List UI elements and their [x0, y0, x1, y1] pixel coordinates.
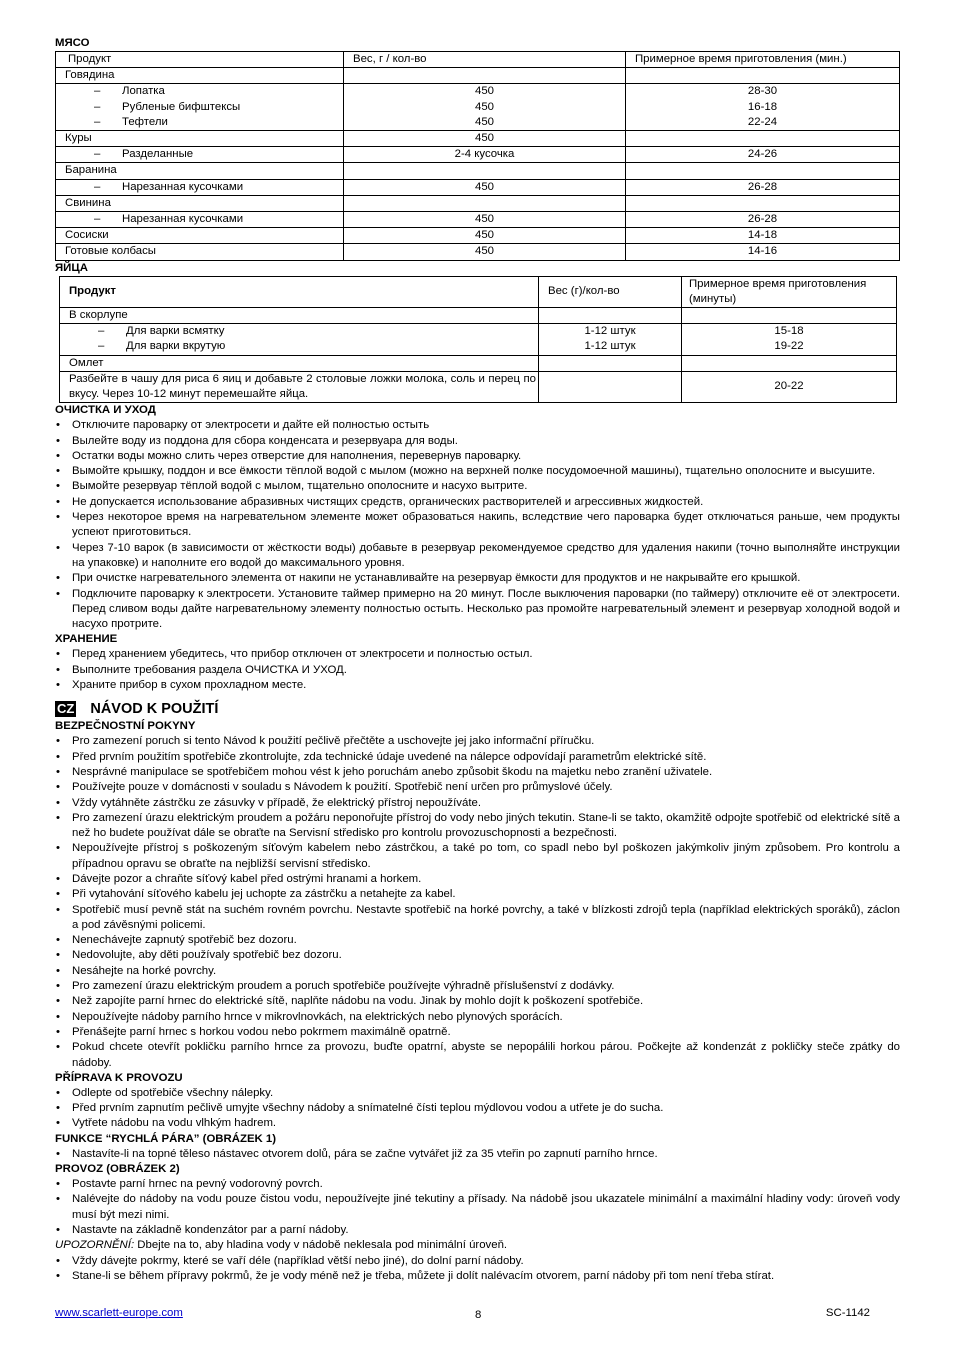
meat-weight: 450 [344, 84, 626, 100]
storage-list [55, 647, 900, 693]
list-item: • Подключите пароварку к электросети. Установите таймер примерно на 20 минут. После выключения пароварки (по таймеру) отключите её от электросети. Перед сливом воды дайте нагревательному элементу полностью остыть. Несколько раз промойте нагревательный элемент и резервуар холодной водой и насухо протрите. [55, 587, 900, 633]
list-item: • Остатки воды можно слить через отверстие для наполнения, перевернув пароварку. [55, 449, 900, 464]
meat-sub-product: – Нарезанная кусочками [56, 179, 344, 195]
list-item: • Přenášejte parní hrnec s horkou vodou nebo pokrmem maximálně opatrně. [55, 1025, 900, 1040]
table-row [56, 84, 900, 100]
list-item: • Odlepte od spotřebiče všechny nálepky. [55, 1086, 900, 1101]
meat-product: Куры [56, 131, 344, 147]
cz-oper-list [55, 1177, 900, 1238]
meat-col-header: Продукт [56, 52, 344, 68]
list-item: • Nepoužívejte nádoby parního hrnce v mikrovlnovkách, na elektrických nebo plynových sporácích. [55, 1010, 900, 1025]
list-item: • Dávejte pozor a chraňte síťový kabel před ostrými hranami a horkem. [55, 872, 900, 887]
meat-time: 26-28 [626, 212, 900, 228]
eggs-cell-weight [539, 371, 682, 402]
eggs-table [59, 276, 897, 404]
eggs-cell-time: 19-22 [774, 340, 804, 353]
list-item: • Před prvním zapnutím pečlivě umyjte všechny nádoby a snímatelné čísti teplou mýdlovou vodou a utřete je do sucha. [55, 1101, 900, 1116]
table-row [56, 147, 900, 163]
table-row [56, 195, 900, 211]
eggs-sub-label: Для варки вкрутую [126, 340, 226, 353]
meat-weight: 450 [344, 115, 626, 131]
meat-col-header: Вес, г / кол-во [344, 52, 626, 68]
meat-time: 14-18 [626, 228, 900, 244]
meat-weight: 2-4 кусочка [344, 147, 626, 163]
cz-prep-heading: PŘÍPRAVA K PROVOZU [55, 1071, 183, 1084]
meat-sub-product: – Тефтели [56, 115, 344, 131]
table-row [56, 228, 900, 244]
table-row [56, 131, 900, 147]
list-item: • Выполните требования раздела ОЧИСТКА И УХОД. [55, 663, 900, 678]
list-item: • Вылейте воду из поддона для сбора конденсата и резервуара для воды. [55, 434, 900, 449]
table-row [56, 163, 900, 179]
list-item: • Вымойте резервуар тёплой водой с мылом, тщательно ополосните и насухо вытрите. [55, 479, 900, 494]
meat-weight: 450 [344, 100, 626, 115]
eggs-cell-time [682, 308, 897, 324]
eggs-cell-product: Разбейте в чашу для риса 6 яиц и добавьте 2 столовые ложки молока, соль и перец по вкусу. Через 10-12 минут перемешайте яйца. [60, 371, 539, 402]
eggs-header-row [60, 276, 897, 307]
model-code: SC-1142 [825, 1307, 870, 1319]
list-item: • Nalévejte do nádoby na vodu pouze čistou vodu, nepoužívejte jiné tekutiny a přísady. Na nádobě jsou ukazatele minimální a maximální hladiny vody: úroveň vody musí být mezi nimi. [55, 1192, 900, 1223]
list-item: • Nedovolujte, aby děti používaly spotřebič bez dozoru. [55, 948, 900, 963]
meat-product: Говядина [56, 68, 344, 84]
meat-sub-product: – Разделанные [56, 147, 344, 163]
list-item: • Postavte parní hrnec na pevný vodorovný povrch. [55, 1177, 900, 1192]
list-item: • Перед хранением убедитесь, что прибор отключен от электросети и полностью остыл. [55, 647, 900, 662]
table-row [56, 100, 900, 115]
eggs-col-time: Примерное время приготовления (минуты) [682, 276, 897, 307]
meat-time [626, 131, 900, 147]
page-number: 8 [475, 1309, 482, 1321]
eggs-col-weight: Вес (г)/кол-во [539, 276, 682, 307]
meat-weight: 450 [344, 228, 626, 244]
meat-time [626, 163, 900, 179]
meat-header-row [56, 52, 900, 68]
warning-text: Dbejte na to, aby hladina vody v nádobě neklesala pod minimální úroveň. [134, 1239, 508, 1252]
list-item: • Отключите пароварку от электросети и дайте ей полностью остыть [55, 418, 900, 433]
meat-time: 14-16 [626, 244, 900, 260]
list-item: • Spotřebič musí pevně stát na suchém rovném povrchu. Nestavte spotřebič na horké povrchy, a také v blízkosti zdrojů tepla (například elektrických sporáků), záclon a pod závěsnými policemi. [55, 903, 900, 934]
meat-weight: 450 [344, 131, 626, 147]
website-link[interactable]: www.scarlett-europe.com [55, 1307, 183, 1319]
table-row [56, 212, 900, 228]
warning-label: UPOZORNĚNÍ: [55, 1239, 135, 1252]
list-item: • Nastavte na základně kondenzátor par a parní nádoby. [55, 1223, 900, 1238]
meat-weight [344, 68, 626, 84]
list-item: • Nepoužívejte přístroj s poškozeným síťovým kabelem nebo zástrčkou, a také po tom, co spadl nebo byl poškozen jakýmkoliv jiným způsobem. Pro kontrolu a případnou opravu se obraťte na nejbližší servisní středisko. [55, 841, 900, 872]
list-item: • Nenechávejte zapnutý spotřebič bez dozoru. [55, 933, 900, 948]
meat-table [55, 51, 900, 261]
eggs-cell-time: 20-22 [682, 371, 897, 402]
meat-sub-product: – Нарезанная кусочками [56, 212, 344, 228]
eggs-heading: ЯЙЦА [55, 261, 88, 274]
list-item: • Pro zamezení úrazu elektrickým proudem a poruch spotřebiče používejte výhradně příslušenství z dodávky. [55, 979, 900, 994]
table-row [56, 68, 900, 84]
cz-warning [55, 1238, 900, 1253]
eggs-col-product: Продукт [60, 276, 539, 307]
meat-sub-product: – Лопатка [56, 84, 344, 100]
eggs-cell-time: 15-18 [774, 325, 804, 338]
meat-time: 16-18 [626, 100, 900, 115]
list-item: • Vytřete nádobu na vodu vlhkým hadrem. [55, 1116, 900, 1131]
meat-time [626, 195, 900, 211]
meat-time: 28-30 [626, 84, 900, 100]
cz-title-text: NÁVOD K POUŽITÍ [90, 701, 219, 718]
meat-sub-product: – Рубленые бифштексы [56, 100, 344, 115]
storage-heading: ХРАНЕНИЕ [55, 633, 118, 646]
table-row [60, 355, 897, 371]
cz-func-heading: FUNKCE “RYCHLÁ PÁRA” (OBRÁZEK 1) [55, 1132, 277, 1145]
list-item: • Pro zamezení poruch si tento Návod k použití pečlivě přečtěte a uschovejte jej jako informační příručku. [55, 734, 900, 749]
page-footer [55, 1306, 900, 1326]
meat-product: Сосиски [56, 228, 344, 244]
eggs-sub-label: – Для варки всмятку [98, 325, 225, 338]
meat-time [626, 68, 900, 84]
list-item: • Pro zamezení úrazu elektrickým proudem a požáru neponořujte přístroj do vody nebo jiných tekutin. Stane-li se takto, okamžitě odpojte spotřebič od elektrické sítě a než ho budete používat dále se obraťte na Servisní středisko pro kontrolu provozuschopnosti a bezpečnosti. [55, 811, 900, 842]
cz-oper-heading: PROVOZ (OBRÁZEK 2) [55, 1163, 180, 1176]
cz-safety-heading: BEZPEČNOSTNÍ POKYNY [55, 720, 196, 733]
meat-weight: 450 [344, 244, 626, 260]
eggs-cell-product: В скорлупе [60, 308, 539, 324]
cz-func-list [55, 1147, 900, 1162]
cleaning-list [55, 418, 900, 632]
table-row [56, 244, 900, 260]
table-row [60, 371, 897, 402]
meat-product: Баранина [56, 163, 344, 179]
cz-oper2-list [55, 1254, 900, 1285]
list-item: • Před prvním použitím spotřebiče zkontrolujte, zda technické údaje uvedené na nálepce odpovídají parametrům elektrické sítě. [55, 750, 900, 765]
table-row: – Для варки всмятку – Для варки вкрутую 1-12 штук 1-12 штук 15-18 19-22 [60, 324, 897, 355]
cz-section-title [55, 699, 900, 719]
list-item: • Храните прибор в сухом прохладном месте. [55, 678, 900, 693]
table-row [60, 308, 897, 324]
meat-weight: 450 [344, 179, 626, 195]
list-item: • Вымойте крышку, поддон и все ёмкости тёплой водой с мылом (можно на верхней полке посудомоечной машины), тщательно ополосните и высушите. [55, 464, 900, 479]
meat-weight [344, 163, 626, 179]
list-item: • При очистке нагревательного элемента от накипи не устанавливайте на резервуар ёмкости для продуктов и не накрывайте его крышкой. [55, 571, 900, 586]
cleaning-heading: ОЧИСТКА И УХОД [55, 404, 156, 417]
meat-time: 24-26 [626, 147, 900, 163]
meat-time: 22-24 [626, 115, 900, 131]
manual-page [55, 36, 900, 1284]
list-item: • Через некоторое время на нагревательном элементе может образоваться накипь, вследствие чего пароварка будет отключаться раньше, чем продукты успеют приготовиться. [55, 510, 900, 541]
list-item: • Než zapojíte parní hrnec do elektrické sítě, naplňte nádobu na vodu. Jinak by mohlo dojít k poškození spotřebiče. [55, 994, 900, 1009]
list-item: • Stane-li se během přípravy pokrmů, že je vody méně než je třeba, můžete ji dolít nalévacím otvorem, parní nádoby při tom není třeba stírat. [55, 1269, 900, 1284]
meat-product: Готовые колбасы [56, 244, 344, 260]
meat-col-header: Примерное время приготовления (мин.) [626, 52, 900, 68]
list-item: • Pokud chcete otevřít pokličku parního hrnce za provozu, buďte opatrní, abyste se nepopálili horkou párou. Počkejte až kondenzát z pokličky steče zpátky do nádoby. [55, 1040, 900, 1071]
list-item: • Používejte pouze v domácnosti v souladu s Návodem k použití. Spotřebič není určen pro průmyslové účely. [55, 780, 900, 795]
meat-heading: МЯСО [55, 37, 90, 49]
cz-safety-list [55, 734, 900, 1071]
meat-time: 26-28 [626, 179, 900, 195]
cz-language-badge: CZ [57, 701, 75, 717]
list-item: • Nastavíte-li na topné těleso nástavec otvorem dolů, pára se začne vytvářet již za 35 vteřin po zapnutí parního hrnce. [55, 1147, 900, 1162]
eggs-cell-weight: 1-12 штук [584, 340, 636, 353]
list-item: • Не допускается использование абразивных чистящих средств, органических растворителей и агрессивных жидкостей. [55, 495, 900, 510]
list-item: • Nesáhejte na horké povrchy. [55, 964, 900, 979]
table-row [56, 115, 900, 131]
meat-weight [344, 195, 626, 211]
eggs-cell-product: Омлет [60, 355, 539, 371]
meat-product: Свинина [56, 195, 344, 211]
eggs-cell-weight [539, 308, 682, 324]
cz-prep-list [55, 1086, 900, 1132]
list-item: • Při vytahování síťového kabelu jej uchopte za zástrčku a netahejte za kabel. [55, 887, 900, 902]
list-item: • Vždy vytáhněte zástrčku ze zásuvky v případě, že elektrický přístroj nepoužíváte. [55, 796, 900, 811]
meat-weight: 450 [344, 212, 626, 228]
list-item: • Vždy dávejte pokrmy, které se vaří déle (například větší nebo jiné), do dolní parní nádoby. [55, 1254, 900, 1269]
eggs-cell-weight: 1-12 штук [584, 325, 636, 338]
table-row [56, 179, 900, 195]
list-item: • Nesprávné manipulace se spotřebičem mohou vést k jeho poruchám anebo způsobit škodu na majetku nebo zranění uživatele. [55, 765, 900, 780]
list-item: • Через 7-10 варок (в зависимости от жёсткости воды) добавьте в резервуар рекомендуемое средство для удаления накипи (точно выполняйте инструкции на упаковке) и наполните его водой до максимального уровня. [55, 541, 900, 572]
